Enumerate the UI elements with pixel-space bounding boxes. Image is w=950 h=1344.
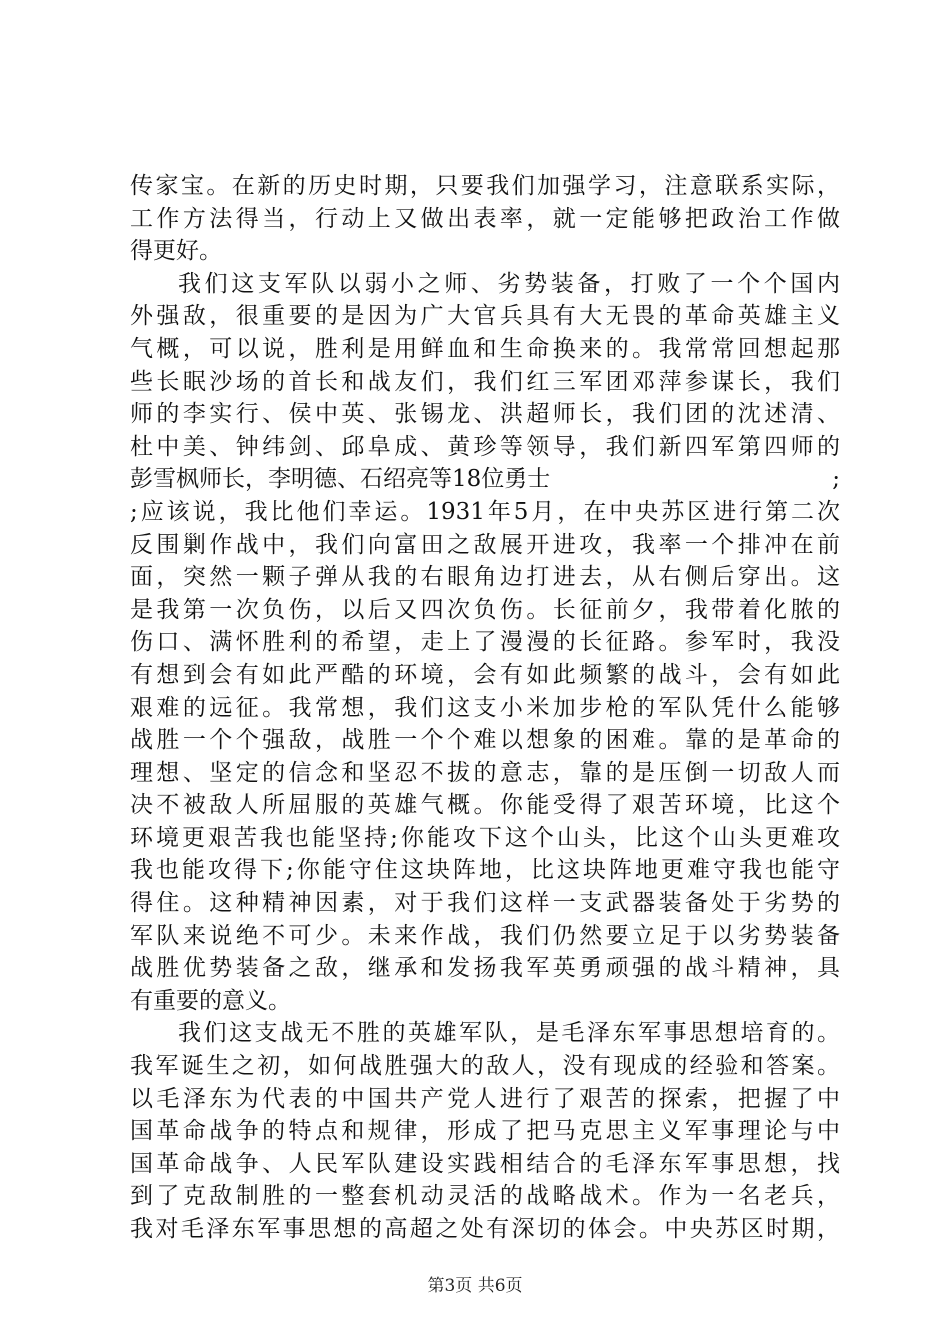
text-line: 军队来说绝不可少。未来作战，我们仍然要立足于以劣势装备 [130, 922, 840, 949]
text-line: 得更好。 [130, 238, 222, 265]
text-line: 艰难的远征。我常想，我们这支小米加步枪的军队凭什么能够 [130, 694, 840, 721]
text-line: 我对毛泽东军事思想的高超之处有深切的体会。中央苏区时期， [130, 1216, 840, 1242]
text-line: 杜中美、钟纬剑、邱阜成、黄珍等领导，我们新四军第四师的 [130, 433, 840, 460]
text-line: 以毛泽东为代表的中国共产党人进行了艰苦的探索，把握了中 [130, 1085, 840, 1112]
text-line: ;应该说，我比他们幸运。1931年5月，在中央苏区进行第二次 [130, 498, 840, 525]
text-line: 是我第一次负伤，以后又四次负伤。长征前夕，我带着化脓的 [130, 596, 840, 623]
text-line: 有想到会有如此严酷的环境，会有如此频繁的战斗，会有如此 [130, 661, 840, 688]
page-number-footer: 第3页 共6页 [427, 1276, 523, 1296]
text-line: 反围剿作战中，我们向富田之敌展开进攻，我率一个排冲在前 [130, 531, 840, 558]
text-line-right: ; [832, 466, 840, 493]
text-line: 到了克敌制胜的一整套机动灵活的战略战术。作为一名老兵， [130, 1183, 840, 1210]
text-line: 环境更艰苦我也能坚持;你能攻下这个山头，比这个山头更难攻 [130, 824, 840, 851]
text-line: 气概，可以说，胜利是用鲜血和生命换来的。我常常回想起那 [130, 335, 840, 362]
text-line: 伤口、满怀胜利的希望，走上了漫漫的长征路。参军时，我没 [130, 629, 840, 656]
text-line-with-gap [130, 463, 840, 496]
text-line: 我也能攻得下;你能守住这块阵地，比这块阵地更难守我也能守 [130, 857, 840, 884]
text-line: 国革命战争的特点和规律，形成了把马克思主义军事理论与中 [130, 1118, 840, 1145]
text-line: 我军诞生之初，如何战胜强大的敌人，没有现成的经验和答案。 [130, 1053, 840, 1080]
text-line: 师的李实行、侯中英、张锡龙、洪超师长，我们团的沈述清、 [130, 401, 840, 428]
text-line-left: 彭雪枫师长，李明德、石绍亮等18位勇士 [130, 466, 551, 493]
paragraph-first-line: 我们这支战无不胜的英雄军队，是毛泽东军事思想培育的。 [178, 1020, 840, 1047]
text-line: 战胜一个个强敌，战胜一个个难以想象的困难。靠的是革命的 [130, 727, 840, 754]
text-line: 理想、坚定的信念和坚忍不拔的意志，靠的是压倒一切敌人而 [130, 759, 840, 786]
text-line: 面，突然一颗子弹从我的右眼角边打进去，从右侧后穿出。这 [130, 564, 840, 591]
text-line: 传家宝。在新的历史时期，只要我们加强学习，注意联系实际， [130, 173, 840, 199]
text-line: 得住。这种精神因素，对于我们这样一支武器装备处于劣势的 [130, 890, 840, 917]
paragraph-first-line: 我们这支军队以弱小之师、劣势装备，打败了一个个国内 [178, 270, 840, 297]
text-line: 外强敌，很重要的是因为广大官兵具有大无畏的革命英雄主义 [130, 303, 840, 330]
text-line: 有重要的意义。 [130, 987, 291, 1014]
text-line: 决不被敌人所屈服的英雄气概。你能受得了艰苦环境，比这个 [130, 792, 840, 819]
text-line: 些长眠沙场的首长和战友们，我们红三军团邓萍参谋长，我们 [130, 368, 840, 395]
text-line: 国革命战争、人民军队建设实践相结合的毛泽东军事思想，找 [130, 1150, 840, 1177]
text-line: 战胜优势装备之敌，继承和发扬我军英勇顽强的战斗精神，具 [130, 955, 840, 982]
document-body [130, 170, 840, 1246]
text-line: 工作方法得当，行动上又做出表率，就一定能够把政治工作做 [130, 205, 840, 232]
